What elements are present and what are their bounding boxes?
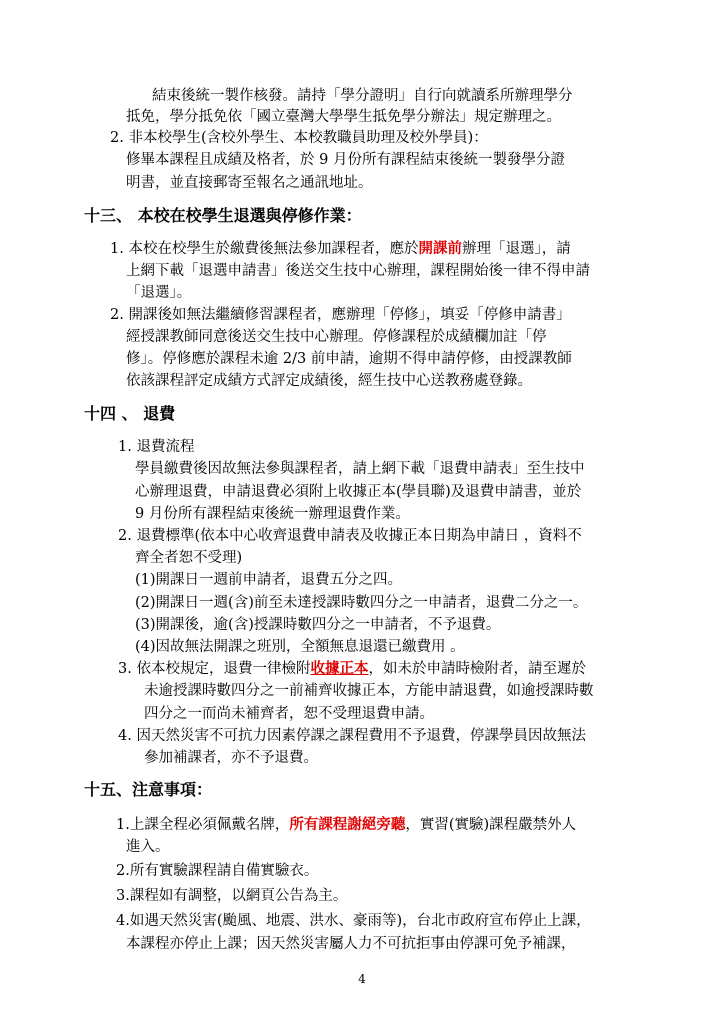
sec14-item3-line1 — [118, 659, 586, 679]
sec13-item1-red: 開課前 — [418, 240, 462, 257]
sec14-item1-line3: 9 月份所有課程結束後統一辦理退費作業。 — [135, 506, 410, 522]
sec13-item2-line4: 依該課程評定成績方式評定成績後，經生技中心送教務處登錄。 — [126, 373, 532, 389]
sec15-item1-line1 — [116, 815, 576, 835]
sec14-item1-line2: 心辦理退費，申請退費必須附上收據正本(學員聯)及退費申請書，並於 — [135, 484, 582, 500]
sec14-item1-title: 1. 退費流程 — [118, 439, 195, 455]
sec14-item2-sub2: (2)開課日一週(含)前至未達授課時數四分之一申請者，退費二分之一。 — [135, 595, 588, 611]
sec13-item1-line2: 上網下載「退選申請書」後送交生技中心辦理，課程開始後一律不得申請 — [126, 263, 590, 279]
sec14-item3-line3: 四分之一而尚未補齊者，恕不受理退費申請。 — [144, 706, 434, 722]
sec14-item3-text-a: 3. 依本校規定，退費一律檢附 — [118, 661, 311, 677]
sec12-item2-line2: 修畢本課程且成績及格者，於 9 月份所有課程結束後統一製發學分證 — [126, 152, 565, 168]
sec14-item2-sub3: (3)開課後，逾(含)授課時數四分之一申請者，不予退費。 — [135, 617, 501, 633]
sec13-item1-line3: 「退選」。 — [126, 285, 192, 301]
sec13-item2-line1: 2. 開課後如無法繼續修習課程者，應辦理「停修」，填妥「停修申請書」 — [110, 307, 571, 323]
sec14-item3-line2: 未逾授課時數四分之一前補齊收據正本，方能申請退費，如逾授課時數 — [144, 683, 594, 699]
sec14-item4-line2: 參加補課者，亦不予退費。 — [144, 750, 318, 766]
sec12-line2: 抵免，學分抵免依「國立臺灣大學學生抵免學分辦法」規定辦理之。 — [126, 109, 561, 125]
sec15-item4-line2: 本課程亦停止上課；因天然災害屬人力不可抗拒事由停課可免予補課， — [126, 936, 576, 952]
sec15-item1-red: 所有課程謝絕旁聽 — [289, 816, 406, 833]
sec14-item2-sub4: (4)因故無法開課之班別，全額無息退還已繳費用 。 — [135, 639, 465, 655]
sec14-item3-red: 收據正本 — [310, 660, 369, 677]
sec12-item2-line1: 2. 非本校學生(含校外學生、本校教職員助理及校外學員)： — [110, 130, 488, 146]
sec13-item1-line1 — [110, 239, 571, 259]
sec13-heading: 十三、 本校在校學生退選與停修作業： — [84, 206, 362, 225]
sec14-item2-sub1: (1)開課日一週前申請者，退費五分之四。 — [135, 572, 403, 588]
sec13-item2-line3: 修」。停修應於課程未逾 2/3 前申請，逾期不得申請停修，由授課教師 — [126, 351, 572, 367]
sec13-item2-line2: 經授課教師同意後送交生技中心辦理。停修課程於成績欄加註「停 — [126, 329, 547, 345]
sec15-heading: 十五、注意事項： — [84, 780, 213, 799]
page-number: 4 — [358, 972, 366, 986]
sec15-item1-text-a: 1.上課全程必須佩戴名牌， — [116, 817, 290, 833]
sec15-item4-line1: 4.如遇天然災害(颱風、地震、洪水、豪雨等)，台北市政府宣布停止上課， — [116, 913, 591, 929]
sec15-item1-text-b: ，實習(實驗)課程嚴禁外人 — [405, 817, 577, 833]
sec12-item2-line3: 明書，並直接郵寄至報名之通訊地址。 — [126, 175, 373, 191]
sec14-heading: 十四 、 退費 — [84, 404, 176, 423]
sec15-item3: 3.課程如有調整，以網頁公告為主。 — [116, 888, 348, 904]
sec14-item3-text-b: ，如未於申請時檢附者，請至遲於 — [368, 661, 586, 677]
sec14-item4-line1: 4. 因天然災害不可抗力因素停課之課程費用不予退費，停課學員因故無法 — [118, 728, 586, 744]
sec12-line1: 結束後統一製作核發。請持「學分證明」自行向就讀系所辦理學分 — [152, 88, 573, 104]
sec13-item1-text-a: 1. 本校在校學生於繳費後無法參加課程者，應於 — [110, 241, 419, 257]
sec14-item2-line2: 齊全者恕不受理) — [135, 550, 243, 566]
sec13-item1-text-b: 辦理「退選」，請 — [461, 241, 571, 257]
sec14-item2-line1: 2. 退費標準(依本中心收齊退費申請表及收據正本日期為申請日 ，資料不 — [118, 528, 582, 544]
sec15-item1-line2: 進入。 — [126, 839, 170, 855]
sec14-item1-line1: 學員繳費後因故無法參與課程者，請上網下載「退費申請表」至生技中 — [135, 461, 585, 477]
sec15-item2: 2.所有實驗課程請自備實驗衣。 — [116, 863, 319, 879]
